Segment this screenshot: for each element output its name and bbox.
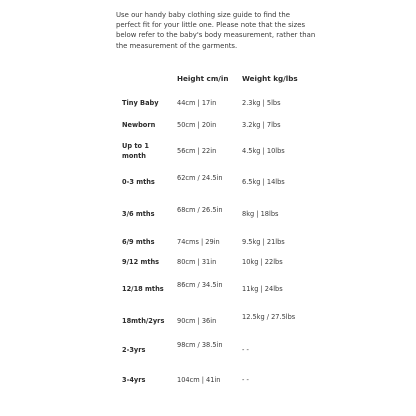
weight-value: 3.2kg | 7lbs — [242, 121, 281, 129]
size-label: 6/9 mths — [122, 238, 155, 246]
weight-value: 11kg | 24lbs — [242, 285, 283, 293]
weight-value: 8kg | 18lbs — [242, 210, 279, 218]
weight-value: - - — [242, 376, 249, 384]
weight-value: 10kg | 22lbs — [242, 258, 283, 266]
height-value: 80cm | 31in — [177, 258, 217, 266]
size-label: Newborn — [122, 121, 156, 129]
size-label: 0-3 mths — [122, 178, 155, 186]
weight-value: 12.5kg / 27.5lbs — [242, 313, 296, 321]
height-value: 50cm | 20in — [177, 121, 217, 129]
size-label: 12/18 mths — [122, 285, 164, 293]
weight-column-header: Weight kg/lbs — [242, 74, 298, 83]
height-value: 90cm | 36in — [177, 317, 217, 325]
height-value: 56cm | 22in — [177, 147, 217, 155]
size-label: Tiny Baby — [122, 99, 159, 107]
intro-paragraph: Use our handy baby clothing size guide to find the perfect fit for your little one. Please note that the sizes below refer to the baby's body measurement, rather than the measurement of the garments. — [116, 11, 316, 50]
weight-value: - - — [242, 346, 249, 354]
weight-value: 6.5kg | 14lbs — [242, 178, 285, 186]
height-column-header: Height cm/in — [177, 74, 229, 83]
height-value: 86cm / 34.5in — [177, 281, 223, 289]
height-value: 68cm / 26.5in — [177, 206, 223, 214]
weight-value: 9.5kg | 21lbs — [242, 238, 285, 246]
height-value: 74cms | 29in — [177, 238, 220, 246]
size-label: 3/6 mths — [122, 210, 155, 218]
height-value: 104cm | 41in — [177, 376, 221, 384]
height-value: 62cm / 24.5in — [177, 174, 223, 182]
height-value: 44cm | 17in — [177, 99, 217, 107]
size-label: 2-3yrs — [122, 346, 146, 354]
height-value: 98cm / 38.5in — [177, 341, 223, 349]
weight-value: 4.5kg | 10lbs — [242, 147, 285, 155]
size-label: 3-4yrs — [122, 376, 146, 384]
weight-value: 2.3kg | 5lbs — [242, 99, 281, 107]
size-label: Up to 1 month — [122, 142, 149, 160]
size-label: 18mth/2yrs — [122, 317, 165, 325]
size-label: 9/12 mths — [122, 258, 160, 266]
